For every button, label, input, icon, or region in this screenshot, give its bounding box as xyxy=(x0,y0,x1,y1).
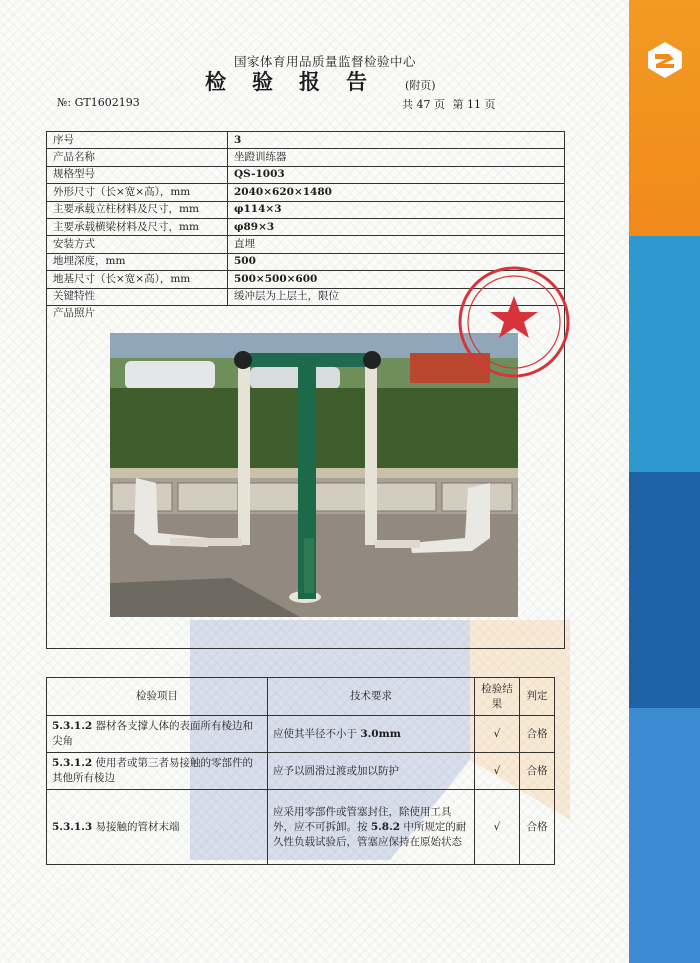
inspection-item xyxy=(47,790,268,865)
spec-value: 2040×620×1480 xyxy=(228,184,565,201)
req-text-pre: 应使其半径不小于 xyxy=(273,727,361,740)
header-requirement: 技术要求 xyxy=(268,678,475,716)
req-text-pre: 应予以圆滑过渡或加以防护 xyxy=(273,764,399,777)
result-check: √ xyxy=(475,753,520,790)
judgement: 合格 xyxy=(520,790,555,865)
spec-value: 500 xyxy=(228,253,565,270)
result-check: √ xyxy=(475,716,520,753)
judgement: 合格 xyxy=(520,753,555,790)
report-number-value: GT1602193 xyxy=(74,96,140,109)
report-number-label: №: xyxy=(57,96,72,109)
clause-code: 5.3.1.3 xyxy=(52,820,93,833)
strip-blue-light xyxy=(629,236,700,472)
spec-row xyxy=(47,201,565,218)
clause-code: 5.3.1.2 xyxy=(52,757,93,769)
requirement xyxy=(268,716,475,753)
photo-label: 产品照片 xyxy=(47,305,565,648)
spec-row xyxy=(47,166,565,183)
requirement xyxy=(268,790,475,865)
req-text-bold: 3.0mm xyxy=(360,727,401,740)
org-name: 国家体育用品质量监督检验中心 xyxy=(233,54,416,69)
strip-orange xyxy=(629,0,700,236)
spec-row xyxy=(47,149,565,166)
report-subtitle: (附页) xyxy=(405,79,436,92)
requirement xyxy=(268,753,475,790)
item-text: 使用者或第三者易接触的零部件的其他所有棱边 xyxy=(52,757,254,784)
strip-blue-dark xyxy=(629,472,700,708)
spec-key: 地基尺寸（长×宽×高），mm xyxy=(47,271,228,288)
spec-value: φ89×3 xyxy=(228,218,565,235)
center-logo-icon xyxy=(645,40,685,80)
spec-value: 缓冲层为上层土，限位 xyxy=(228,288,565,305)
result-check: √ xyxy=(475,790,520,865)
spec-value: QS-1003 xyxy=(228,166,565,183)
page-number: 第 11 页 xyxy=(452,98,496,111)
header-judgement: 判定 xyxy=(520,678,555,716)
spec-key: 安装方式 xyxy=(47,236,228,253)
spec-value: 直埋 xyxy=(228,236,565,253)
req-text-bold: 5.8.2 xyxy=(370,820,401,833)
side-color-strip xyxy=(629,0,700,963)
spec-value: 500×500×600 xyxy=(228,271,565,288)
report-number xyxy=(57,96,140,109)
spec-key: 地埋深度，mm xyxy=(47,253,228,270)
judgement: 合格 xyxy=(520,716,555,753)
spec-row xyxy=(47,218,565,235)
spec-row xyxy=(47,132,565,149)
spec-key: 主要承载横梁材料及尺寸，mm xyxy=(47,218,228,235)
spec-key: 关键特性 xyxy=(47,288,228,305)
clause-code: 5.3.1.2 xyxy=(52,720,93,732)
inspection-row xyxy=(47,753,555,790)
inspection-item xyxy=(47,753,268,790)
total-pages: 共 47 页 xyxy=(402,98,445,111)
req-text-post: 中所规定的耐久性负载试验后，管塞应保持在原始状态 xyxy=(273,820,467,848)
header-item: 检验项目 xyxy=(47,678,268,716)
spec-value: φ114×3 xyxy=(228,201,565,218)
item-text: 器材各支撑人体的表面所有棱边和尖角 xyxy=(52,720,254,747)
item-text: 易接触的管材末端 xyxy=(95,820,180,833)
spec-value: 坐蹬训练器 xyxy=(228,149,565,166)
inspection-row xyxy=(47,790,555,865)
spec-row xyxy=(47,236,565,253)
inspection-item xyxy=(47,716,268,753)
spec-key: 产品名称 xyxy=(47,149,228,166)
header-result: 检验结果 xyxy=(475,678,520,716)
page-info xyxy=(400,96,498,112)
strip-blue-mid xyxy=(629,708,700,963)
spec-value: 3 xyxy=(228,132,565,149)
inspection-row xyxy=(47,716,555,753)
spec-key: 外形尺寸（长×宽×高），mm xyxy=(47,184,228,201)
inspection-table xyxy=(46,677,555,865)
spec-key: 序号 xyxy=(47,132,228,149)
spec-row xyxy=(47,184,565,201)
report-title: 检验报告 xyxy=(205,69,393,94)
req-text-pre: 应采用零部件或管塞封住，除使用工具外，应不可拆卸。按 xyxy=(273,805,452,833)
red-seal-stamp xyxy=(452,262,572,384)
spec-key: 主要承载立柱材料及尺寸，mm xyxy=(47,201,228,218)
spec-key: 规格型号 xyxy=(47,166,228,183)
